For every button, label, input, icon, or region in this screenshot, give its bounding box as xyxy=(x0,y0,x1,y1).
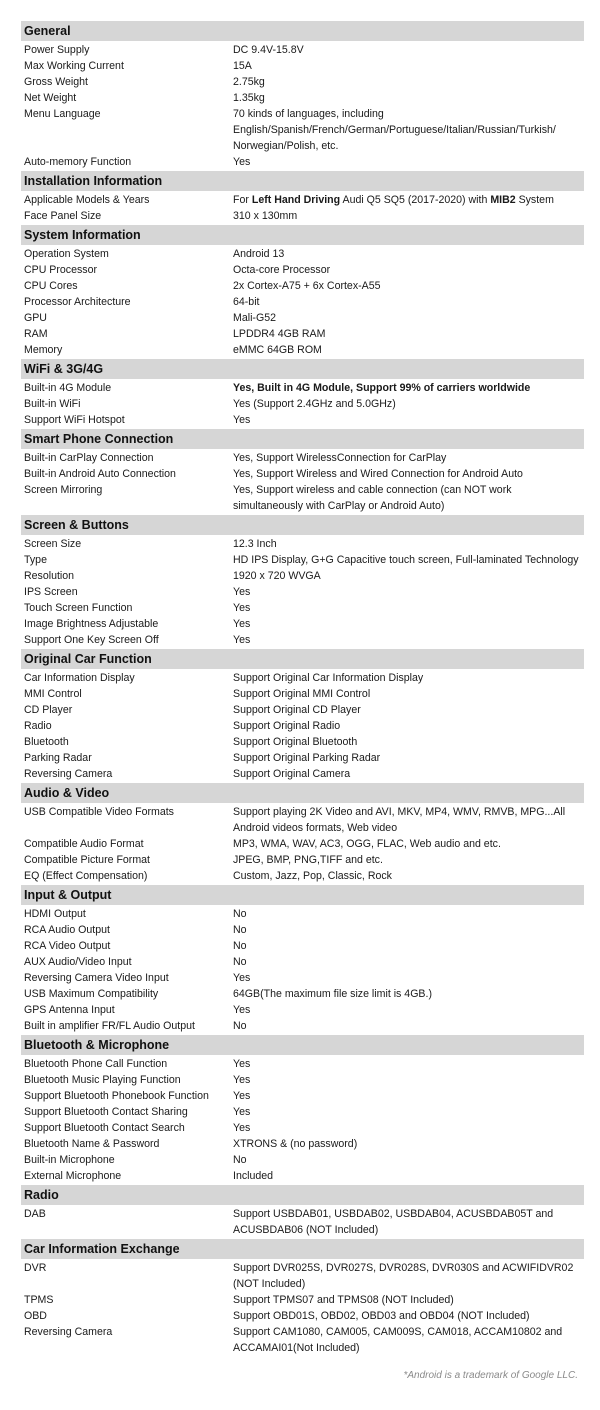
spec-label: Bluetooth Phone Call Function xyxy=(24,1058,168,1070)
section-header: Input & Output xyxy=(21,885,584,905)
spec-label: CPU Cores xyxy=(24,280,78,292)
section-bluetooth-microphone xyxy=(21,1035,584,1184)
spec-row xyxy=(21,412,584,428)
spec-label: Built-in Android Auto Connection xyxy=(24,468,176,480)
section-screen-buttons xyxy=(21,515,584,648)
spec-label: Built in amplifier FR/FL Audio Output xyxy=(24,1020,195,1032)
spec-label: Support Bluetooth Phonebook Function xyxy=(24,1090,209,1102)
spec-row xyxy=(21,74,584,90)
spec-value-emphasis: Left Hand Driving xyxy=(251,194,341,206)
spec-value-text: Audi Q5 SQ5 (2017-2020) with xyxy=(340,194,491,206)
spec-label: Built-in Microphone xyxy=(24,1154,115,1166)
spec-value: Support USBDAB01, USBDAB02, USBDAB04, ACUSBDAB05T and ACUSBDAB06 (NOT Included) xyxy=(233,1208,554,1236)
spec-label: MMI Control xyxy=(24,688,82,700)
spec-value xyxy=(233,380,584,396)
section-audio-video xyxy=(21,783,584,884)
spec-value: Yes xyxy=(233,634,251,646)
spec-label: Max Working Current xyxy=(24,60,124,72)
spec-value: Support Original Bluetooth xyxy=(233,736,358,748)
spec-label: HDMI Output xyxy=(24,908,86,920)
spec-label: USB Compatible Video Formats xyxy=(24,806,174,818)
spec-value-text: System xyxy=(515,194,554,206)
section-header: Radio xyxy=(21,1185,584,1205)
section-header: Car Information Exchange xyxy=(21,1239,584,1259)
section-header: General xyxy=(21,21,584,41)
spec-row xyxy=(21,670,584,686)
spec-value: No xyxy=(233,924,247,936)
section-radio xyxy=(21,1185,584,1238)
spec-value: MP3, WMA, WAV, AC3, OGG, FLAC, Web audio and etc. xyxy=(233,838,501,850)
spec-value: Support TPMS07 and TPMS08 (NOT Included) xyxy=(233,1294,454,1306)
spec-label: GPU xyxy=(24,312,47,324)
trademark-note: *Android is a trademark of Google LLC. xyxy=(403,1370,578,1381)
spec-value: No xyxy=(233,1154,247,1166)
spec-label: Bluetooth Name & Password xyxy=(24,1138,160,1150)
spec-label: Reversing Camera xyxy=(24,1326,113,1338)
spec-row xyxy=(21,922,584,938)
spec-label: Applicable Models & Years xyxy=(24,194,150,206)
spec-row xyxy=(21,192,584,208)
spec-row xyxy=(21,1104,584,1120)
spec-value: Yes xyxy=(233,602,251,614)
spec-row xyxy=(21,1152,584,1168)
spec-row xyxy=(21,58,584,74)
spec-label: Net Weight xyxy=(24,92,77,104)
spec-label: Memory xyxy=(24,344,63,356)
spec-row xyxy=(21,584,584,600)
spec-label: Menu Language xyxy=(24,108,101,120)
spec-label: Compatible Picture Format xyxy=(24,854,150,866)
spec-label: Built-in CarPlay Connection xyxy=(24,452,154,464)
spec-value: Support Original Camera xyxy=(233,768,351,780)
spec-row xyxy=(21,568,584,584)
spec-label: GPS Antenna Input xyxy=(24,1004,115,1016)
spec-value: HD IPS Display, G+G Capacitive touch screen, Full-laminated Technology xyxy=(233,554,579,566)
spec-row xyxy=(21,702,584,718)
section-installation-information xyxy=(21,171,584,224)
spec-value: Yes xyxy=(233,414,251,426)
spec-value: Yes xyxy=(233,618,251,630)
section-header: Bluetooth & Microphone xyxy=(21,1035,584,1055)
spec-value: Octa-core Processor xyxy=(233,264,331,276)
spec-value: 64GB(The maximum file size limit is 4GB.) xyxy=(233,988,432,1000)
spec-value: Yes xyxy=(233,1074,251,1086)
section-system-information xyxy=(21,225,584,358)
spec-value: eMMC 64GB ROM xyxy=(233,344,322,356)
spec-row xyxy=(21,1018,584,1034)
spec-value: 2x Cortex-A75 + 6x Cortex-A55 xyxy=(233,280,381,292)
spec-row xyxy=(21,380,584,396)
spec-label: TPMS xyxy=(24,1294,54,1306)
spec-label: CD Player xyxy=(24,704,73,716)
spec-label: Built-in WiFi xyxy=(24,398,81,410)
spec-row xyxy=(21,954,584,970)
spec-label: Image Brightness Adjustable xyxy=(24,618,159,630)
spec-row xyxy=(21,262,584,278)
spec-label: Radio xyxy=(24,720,52,732)
spec-value: Yes xyxy=(233,972,251,984)
spec-row xyxy=(21,1002,584,1018)
spec-row xyxy=(21,1120,584,1136)
spec-row xyxy=(21,294,584,310)
spec-value: Yes xyxy=(233,1122,251,1134)
spec-row xyxy=(21,278,584,294)
spec-row xyxy=(21,552,584,568)
spec-label: USB Maximum Compatibility xyxy=(24,988,159,1000)
spec-row xyxy=(21,600,584,616)
spec-value: Yes, Support WirelessConnection for CarPlay xyxy=(233,452,447,464)
spec-table xyxy=(21,21,584,1357)
spec-row xyxy=(21,616,584,632)
spec-row xyxy=(21,1088,584,1104)
spec-label: DVR xyxy=(24,1262,47,1274)
spec-row xyxy=(21,326,584,342)
spec-row xyxy=(21,396,584,412)
section-smart-phone-connection xyxy=(21,429,584,514)
spec-label: Power Supply xyxy=(24,44,90,56)
spec-value: Yes xyxy=(233,1090,251,1102)
spec-label: Screen Mirroring xyxy=(24,484,103,496)
spec-value: No xyxy=(233,908,247,920)
spec-row xyxy=(21,1072,584,1088)
section-header: Screen & Buttons xyxy=(21,515,584,535)
spec-row xyxy=(21,970,584,986)
spec-value: 15A xyxy=(233,60,252,72)
spec-value: 70 kinds of languages, including English/Spanish/French/German/Portuguese/Italian/Russian/Turkish/ Norwegian/Polish, etc. xyxy=(233,108,556,152)
spec-row xyxy=(21,208,584,224)
spec-row xyxy=(21,734,584,750)
spec-value: 12.3 Inch xyxy=(233,538,277,550)
spec-value xyxy=(233,192,584,208)
spec-value: Support CAM1080, CAM005, CAM009S, CAM018, ACCAM10802 and ACCAMAI01(Not Included) xyxy=(233,1326,563,1354)
spec-label: Compatible Audio Format xyxy=(24,838,144,850)
spec-value: Yes xyxy=(233,586,251,598)
spec-row xyxy=(21,1324,584,1356)
spec-row xyxy=(21,868,584,884)
spec-label: Face Panel Size xyxy=(24,210,102,222)
spec-value: Support Original Car Information Display xyxy=(233,672,424,684)
section-header: System Information xyxy=(21,225,584,245)
spec-value: Support Original MMI Control xyxy=(233,688,371,700)
spec-label: IPS Screen xyxy=(24,586,78,598)
spec-label: CPU Processor xyxy=(24,264,97,276)
spec-value: Support Original Radio xyxy=(233,720,341,732)
spec-value-emphasis: MIB2 xyxy=(490,194,516,206)
spec-label: Resolution xyxy=(24,570,75,582)
spec-row xyxy=(21,852,584,868)
spec-row xyxy=(21,938,584,954)
spec-label: Support WiFi Hotspot xyxy=(24,414,125,426)
spec-row xyxy=(21,1168,584,1184)
spec-value: LPDDR4 4GB RAM xyxy=(233,328,326,340)
spec-value: 2.75kg xyxy=(233,76,265,88)
spec-row xyxy=(21,750,584,766)
spec-row xyxy=(21,536,584,552)
spec-row xyxy=(21,906,584,922)
spec-label: AUX Audio/Video Input xyxy=(24,956,132,968)
spec-row xyxy=(21,1308,584,1324)
spec-value: 64-bit xyxy=(233,296,260,308)
spec-row xyxy=(21,246,584,262)
spec-value: DC 9.4V-15.8V xyxy=(233,44,304,56)
section-original-car-function xyxy=(21,649,584,782)
spec-row xyxy=(21,718,584,734)
spec-value: JPEG, BMP, PNG,TIFF and etc. xyxy=(233,854,383,866)
spec-row xyxy=(21,310,584,326)
spec-row xyxy=(21,342,584,358)
spec-row xyxy=(21,1292,584,1308)
spec-value: No xyxy=(233,1020,247,1032)
spec-value: XTRONS & (no password) xyxy=(233,1138,358,1150)
spec-value: Support Original Parking Radar xyxy=(233,752,381,764)
spec-row xyxy=(21,766,584,782)
spec-value: Yes, Support wireless and cable connection (can NOT work simultaneously with CarPlay or Android Auto) xyxy=(233,484,512,512)
spec-row xyxy=(21,986,584,1002)
spec-label: Support One Key Screen Off xyxy=(24,634,159,646)
spec-label: Reversing Camera Video Input xyxy=(24,972,169,984)
spec-value: 1920 x 720 WVGA xyxy=(233,570,321,582)
spec-value: No xyxy=(233,940,247,952)
spec-row xyxy=(21,804,584,836)
spec-row xyxy=(21,450,584,466)
spec-value: Support Original CD Player xyxy=(233,704,361,716)
section-header: Installation Information xyxy=(21,171,584,191)
spec-value-text: For xyxy=(233,194,252,206)
spec-value: 310 x 130mm xyxy=(233,210,298,222)
spec-label: Car Information Display xyxy=(24,672,135,684)
spec-value: Yes (Support 2.4GHz and 5.0GHz) xyxy=(233,398,396,410)
spec-label: Reversing Camera xyxy=(24,768,113,780)
spec-row xyxy=(21,482,584,514)
spec-label: Operation System xyxy=(24,248,109,260)
section-general xyxy=(21,21,584,170)
spec-row xyxy=(21,686,584,702)
spec-value: Included xyxy=(233,1170,274,1182)
spec-value: 1.35kg xyxy=(233,92,265,104)
spec-value: Yes xyxy=(233,1058,251,1070)
spec-label: Auto-memory Function xyxy=(24,156,132,168)
spec-value: Yes, Support Wireless and Wired Connection for Android Auto xyxy=(233,468,523,480)
spec-value: No xyxy=(233,956,247,968)
spec-label: Gross Weight xyxy=(24,76,88,88)
spec-value: Mali-G52 xyxy=(233,312,276,324)
spec-label: Parking Radar xyxy=(24,752,92,764)
spec-value: Support OBD01S, OBD02, OBD03 and OBD04 (NOT Included) xyxy=(233,1310,530,1322)
section-header: WiFi & 3G/4G xyxy=(21,359,584,379)
spec-value: Android 13 xyxy=(233,248,285,260)
spec-label: RAM xyxy=(24,328,48,340)
spec-row xyxy=(21,1260,584,1292)
spec-label: Processor Architecture xyxy=(24,296,131,308)
spec-label: External Microphone xyxy=(24,1170,122,1182)
spec-label: RCA Audio Output xyxy=(24,924,110,936)
spec-row xyxy=(21,42,584,58)
spec-value: Yes xyxy=(233,1106,251,1118)
spec-label: RCA Video Output xyxy=(24,940,111,952)
spec-label: EQ (Effect Compensation) xyxy=(24,870,148,882)
spec-row xyxy=(21,466,584,482)
spec-value-emphasis: Yes, Built in 4G Module, Support 99% of carriers worldwide xyxy=(233,382,531,394)
spec-label: Support Bluetooth Contact Sharing xyxy=(24,1106,188,1118)
section-input-output xyxy=(21,885,584,1034)
spec-row xyxy=(21,106,584,154)
spec-row xyxy=(21,632,584,648)
spec-label: DAB xyxy=(24,1208,46,1220)
spec-value: Yes xyxy=(233,1004,251,1016)
spec-label: Built-in 4G Module xyxy=(24,382,112,394)
section-header: Smart Phone Connection xyxy=(21,429,584,449)
spec-label: Support Bluetooth Contact Search xyxy=(24,1122,185,1134)
spec-label: Type xyxy=(24,554,47,566)
spec-row xyxy=(21,1056,584,1072)
section-header: Audio & Video xyxy=(21,783,584,803)
spec-row xyxy=(21,1206,584,1238)
spec-label: Touch Screen Function xyxy=(24,602,133,614)
spec-row xyxy=(21,90,584,106)
spec-row xyxy=(21,1136,584,1152)
spec-label: Bluetooth xyxy=(24,736,69,748)
spec-value: Support playing 2K Video and AVI, MKV, MP4, WMV, RMVB, MPG...All Android videos formats, Web video xyxy=(233,806,566,834)
spec-value: Support DVR025S, DVR027S, DVR028S, DVR030S and ACWIFIDVR02 (NOT Included) xyxy=(233,1262,574,1290)
section-wifi-3g-4g xyxy=(21,359,584,428)
section-header: Original Car Function xyxy=(21,649,584,669)
spec-label: Screen Size xyxy=(24,538,82,550)
spec-label: OBD xyxy=(24,1310,47,1322)
spec-row xyxy=(21,836,584,852)
spec-row xyxy=(21,154,584,170)
spec-label: Bluetooth Music Playing Function xyxy=(24,1074,181,1086)
spec-value: Custom, Jazz, Pop, Classic, Rock xyxy=(233,870,392,882)
spec-value: Yes xyxy=(233,156,251,168)
section-car-information-exchange xyxy=(21,1239,584,1356)
